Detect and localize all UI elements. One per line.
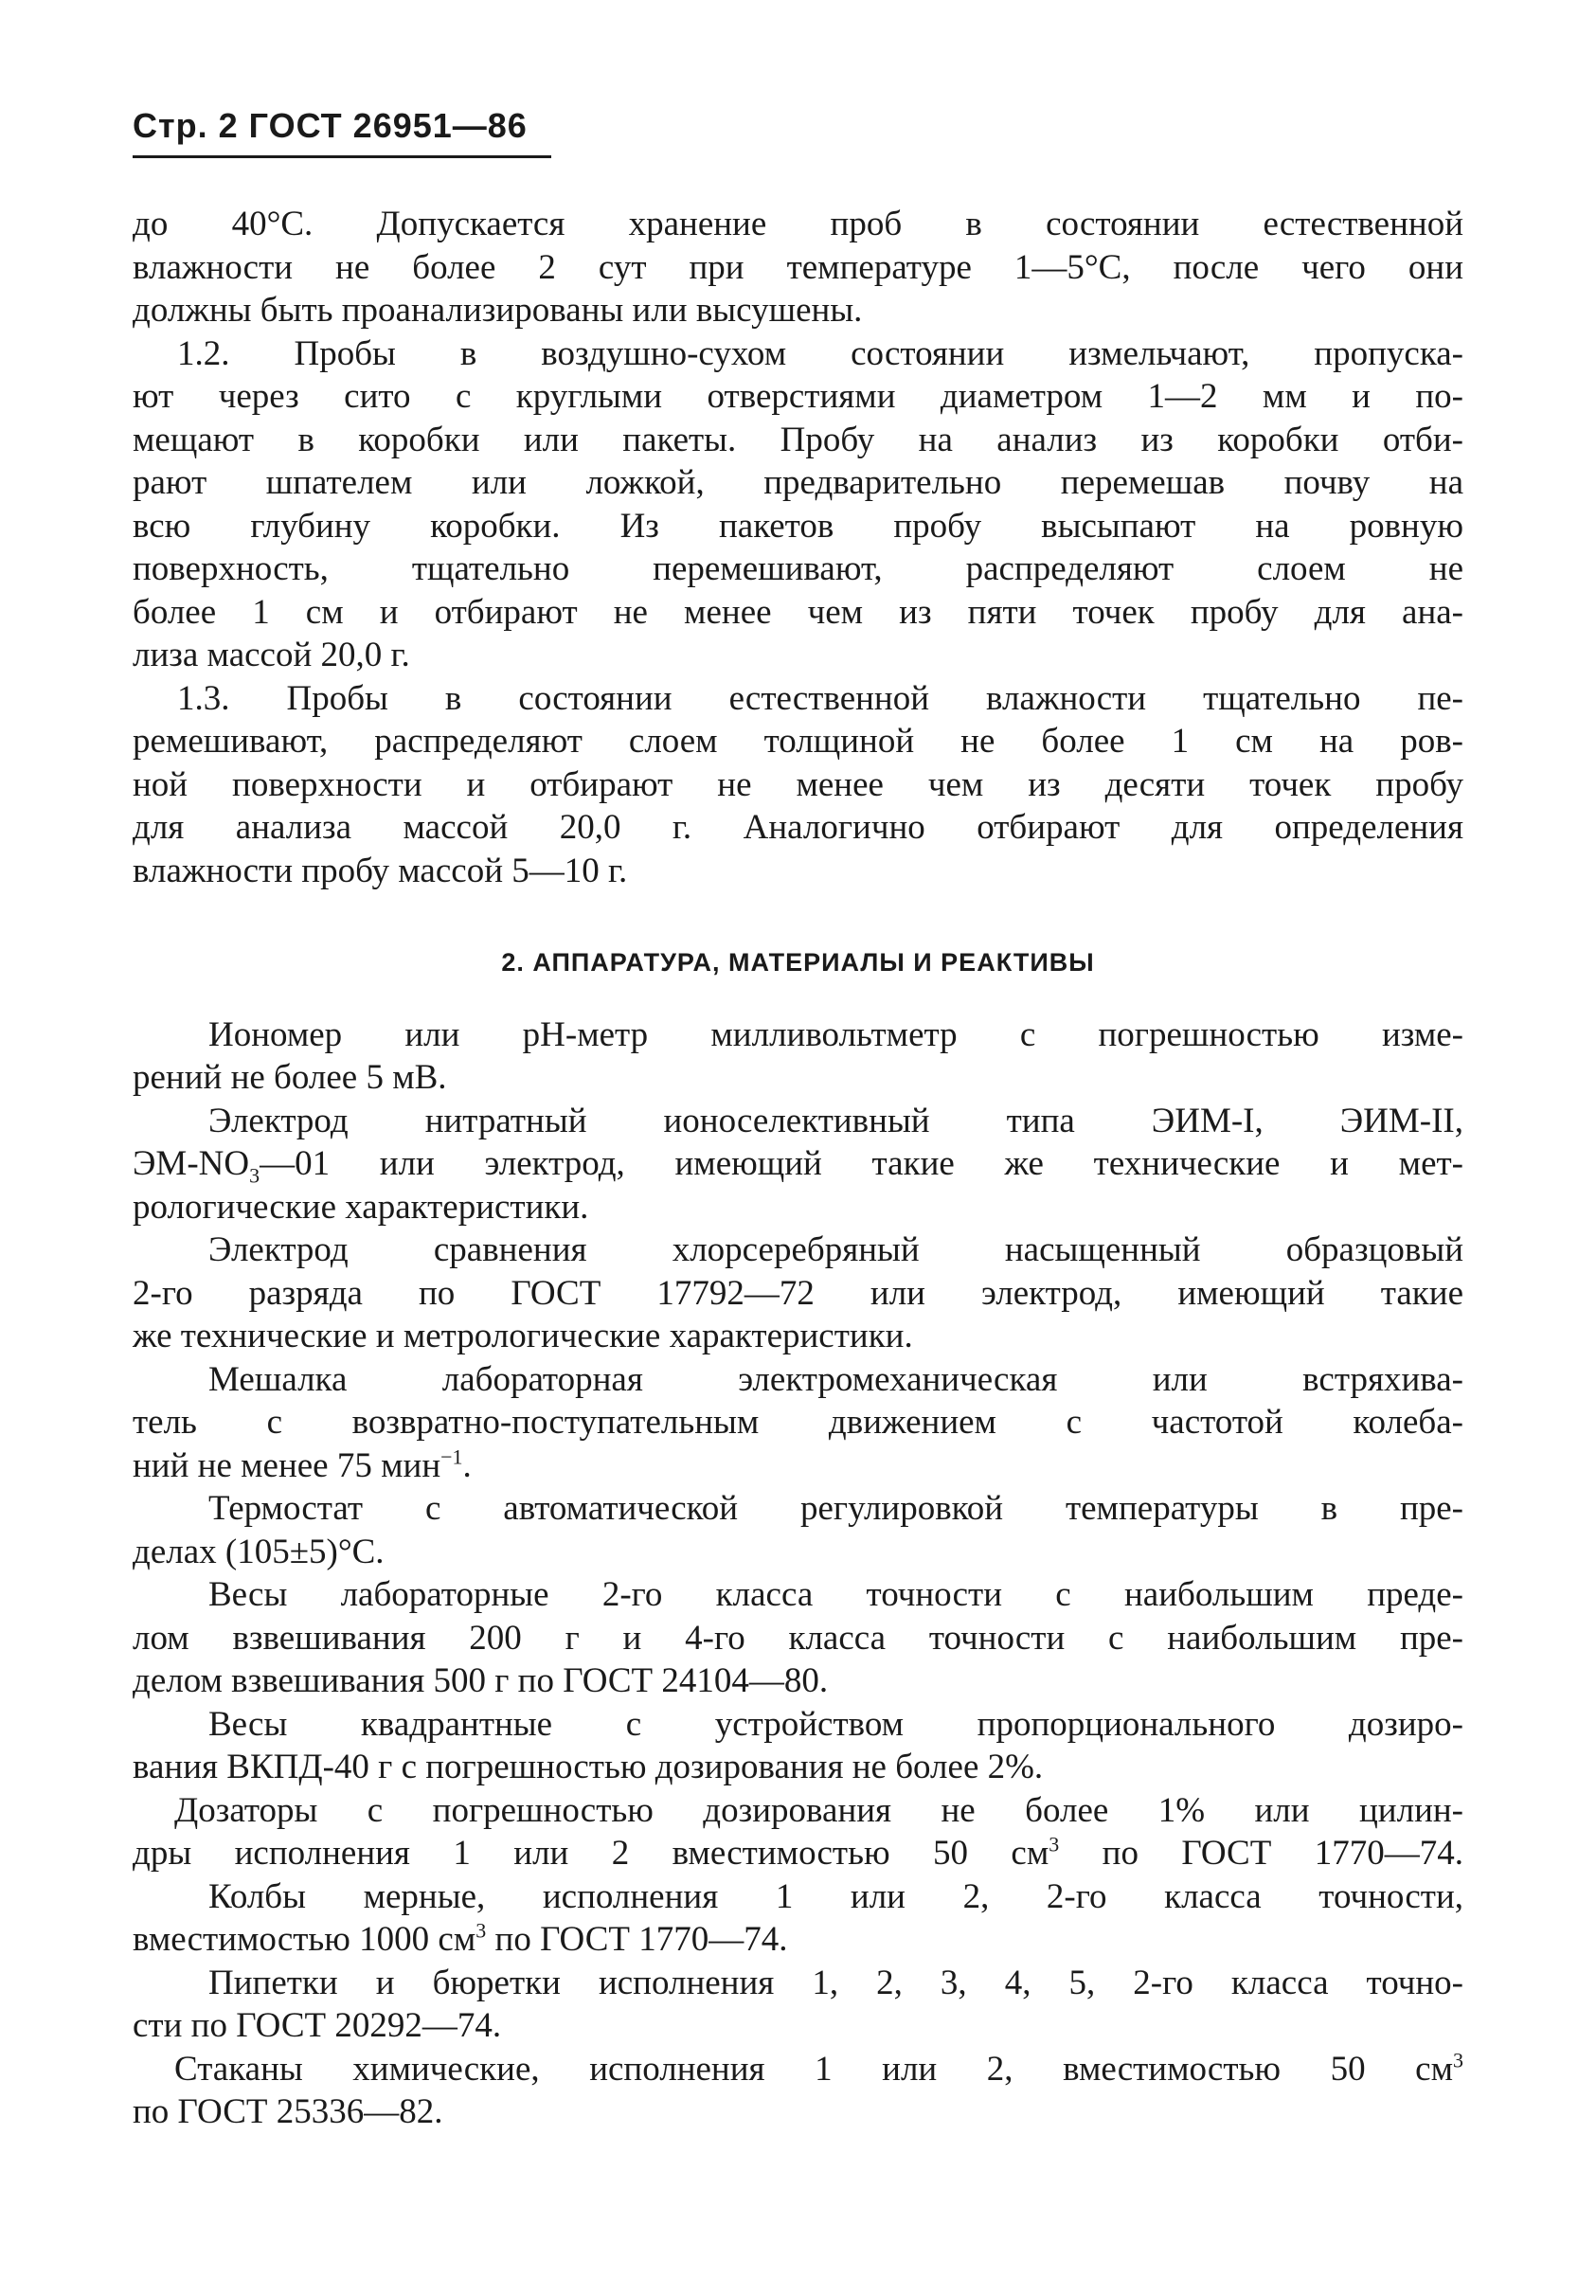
text-fragment: ний не менее 75 мин: [133, 1445, 441, 1485]
item-ionomer: [133, 1013, 1463, 1100]
item-thermostat: [133, 1487, 1463, 1573]
text-line: ют через сито с круглыми отверстиями диаметром 1—2 мм и по-: [133, 377, 1463, 416]
text-line: по ГОСТ 25336—82.: [133, 2092, 443, 2131]
paragraph-1-2: [133, 332, 1463, 677]
text-line: Электрод нитратный ионоселективный типа ЭИМ-I, ЭИМ-II,: [208, 1101, 1463, 1140]
text-fragment: Стаканы химические, исполнения 1 или 2, вместимостью 50 см: [174, 2049, 1453, 2089]
superscript: 3: [475, 1918, 487, 1943]
subscript: 3: [249, 1163, 260, 1188]
text-line: Весы квадрантные с устройством пропорционального дозиро-: [208, 1704, 1463, 1744]
text-line: 1.2. Пробы в воздушно-сухом состоянии измельчают, пропуска-: [177, 333, 1463, 373]
text-fragment: по ГОСТ 1770—74.: [486, 1920, 788, 1959]
text-line: рений не более 5 мВ.: [133, 1058, 447, 1097]
text-line: Пипетки и бюретки исполнения 1, 2, 3, 4, 5, 2-го класса точно-: [208, 1963, 1463, 2002]
text-line: [133, 1918, 1463, 1962]
text-line: до 40°С. Допускается хранение проб в состоянии естественной: [133, 205, 1463, 243]
text-line: делом взвешивания 500 г по ГОСТ 24104—80.: [133, 1661, 829, 1700]
item-scales-quadrant: [133, 1703, 1463, 1789]
text-fragment: —01 или электрод, имеющий такие же технические и мет-: [260, 1144, 1463, 1183]
text-line: влажности пробу массой 5—10 г.: [133, 851, 628, 890]
item-dispensers: [133, 1789, 1463, 1875]
text-line: сти по ГОСТ 20292—74.: [133, 2006, 502, 2045]
text-line: для анализа массой 20,0 г. Аналогично отбирают для определения: [133, 808, 1463, 847]
text-line: Колбы мерные, исполнения 1 или 2, 2-го класса точности,: [208, 1876, 1463, 1916]
page-header: Стр. 2 ГОСТ 26951—86: [133, 106, 528, 145]
text-line: 1.3. Пробы в состоянии естественной влажности тщательно пе-: [177, 678, 1463, 718]
text-fragment: ЭМ-NO: [133, 1144, 250, 1183]
text-line: рологические характеристики.: [133, 1187, 589, 1227]
superscript: 3: [1453, 2048, 1463, 2072]
text-line: поверхность, тщательно перемешивают, распределяют слоем не: [133, 549, 1463, 588]
text-line: же технические и метрологические характеристики.: [133, 1317, 913, 1355]
text-line: тель с возвратно-поступательным движением с частотой колеба-: [133, 1403, 1463, 1442]
text-fragment: дры исполнения 1 или 2 вместимостью 50 см: [133, 1834, 1049, 1873]
text-fragment: .: [462, 1445, 472, 1485]
text-line: ной поверхности и отбирают не менее чем из десяти точек пробу: [133, 764, 1463, 804]
text-line: вания ВКПД-40 г с погрешностью дозирования не более 2%.: [133, 1748, 1044, 1786]
text-line: более 1 см и отбирают не менее чем из пяти точек пробу для ана-: [133, 592, 1463, 632]
section-title: 2. АППАРАТУРА, МАТЕРИАЛЫ И РЕАКТИВЫ: [501, 948, 1095, 977]
text-line: Иономер или рН-метр милливольтметр с погрешностью изме-: [208, 1014, 1463, 1054]
text-line: делах (105±5)°С.: [133, 1532, 385, 1571]
item-mixer: [133, 1358, 1463, 1488]
item-pipettes: [133, 1962, 1463, 2048]
text-fragment: вместимостью 1000 см: [133, 1920, 476, 1959]
paragraph-1-3: [133, 677, 1463, 893]
text-line: Термостат с автоматической регулировкой температуры в пре-: [208, 1489, 1463, 1528]
text-line: Дозаторы с погрешностью дозирования не более 1% или цилин-: [174, 1790, 1463, 1830]
item-electrode-reference: [133, 1229, 1463, 1358]
text-line: влажности не более 2 сут при температуре 1—5°С, после чего они: [133, 247, 1463, 287]
text-line: [133, 1444, 1463, 1488]
text-fragment: по ГОСТ 1770—74.: [1059, 1834, 1463, 1873]
text-line: ремешивают, распределяют слоем толщиной не более 1 см на ров-: [133, 722, 1463, 761]
text-line: должны быть проанализированы или высушены.: [133, 291, 863, 330]
text-line: [133, 1142, 1463, 1186]
item-flasks: [133, 1875, 1463, 1962]
document-body: [133, 203, 1463, 2134]
text-line: рают шпателем или ложкой, предварительно перемешав почву на: [133, 463, 1463, 502]
text-line: 2-го разряда по ГОСТ 17792—72 или электрод, имеющий такие: [133, 1273, 1463, 1313]
text-line: [133, 2048, 1463, 2091]
text-line: мещают в коробки или пакеты. Пробу на анализ из коробки отби-: [133, 420, 1463, 459]
superscript: −1: [440, 1444, 463, 1469]
text-line: Мешалка лабораторная электромеханическая или встряхива-: [208, 1359, 1463, 1399]
text-line: [133, 1832, 1463, 1875]
item-scales: [133, 1573, 1463, 1703]
text-line: Весы лабораторные 2-го класса точности с наибольшим преде-: [208, 1575, 1463, 1614]
superscript: 3: [1049, 1832, 1060, 1857]
text-line: всю глубину коробки. Из пакетов пробу высыпают на ровную: [133, 506, 1463, 546]
text-line: Электрод сравнения хлорсеребряный насыщенный образцовый: [208, 1230, 1463, 1269]
item-electrode-nitrate: [133, 1100, 1463, 1229]
item-beakers: [133, 2048, 1463, 2134]
paragraph-continuation: [133, 203, 1463, 332]
text-line: лом взвешивания 200 г и 4-го класса точности с наибольшим пре-: [133, 1618, 1463, 1658]
text-line: лиза массой 20,0 г.: [133, 636, 410, 674]
header-rule: [133, 155, 551, 158]
